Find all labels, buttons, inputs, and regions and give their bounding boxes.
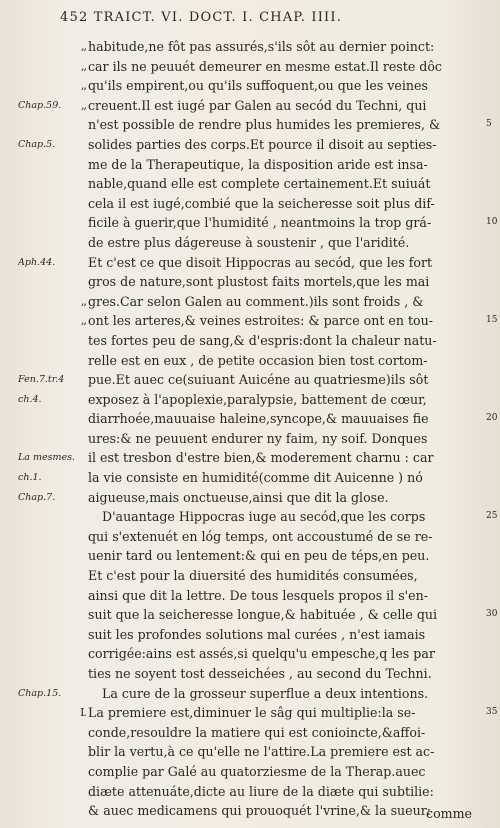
margin-note: ch.1. (18, 472, 42, 484)
main-text-block (0, 37, 500, 821)
text-line (0, 566, 500, 586)
line-marker: I. (80, 706, 86, 720)
line-text: de estre plus dágereuse à soustenir , que l'aridité. (88, 234, 410, 250)
line-text: suit que la seicheresse longue,& habituée , & celle qui (88, 607, 438, 623)
text-line (0, 311, 500, 331)
text-line (0, 390, 500, 410)
text-line (0, 703, 500, 723)
margin-note: La mesmes. (18, 452, 76, 464)
text-line (0, 155, 500, 175)
text-line (0, 233, 500, 253)
text-line (0, 331, 500, 351)
line-text: ties ne soyent tost desseichées , au second du Techni. (88, 666, 432, 681)
text-line (0, 723, 500, 743)
text-line (0, 684, 500, 704)
line-text: complie par Galé au quatorziesme de la Therap.auec (88, 763, 426, 779)
line-text: diarrhoée,mauuaise haleine,syncope,& mauuaises fie (88, 411, 429, 427)
line-text: nable,quand elle est complete certainement.Et suiuát (88, 176, 431, 192)
line-text: conde,resouldre la matiere qui est conioincte,&affoi- (88, 724, 426, 740)
line-text: aigueuse,mais onctueuse,ainsi que dit la glose. (88, 489, 389, 505)
line-marker: ,, (81, 314, 86, 328)
text-line (0, 507, 500, 527)
line-text: diæte attenuáte,dicte au liure de la diæte qui subtilie: (88, 783, 434, 799)
line-text: Et c'est ce que disoit Hippocras au secód, que les fort (88, 254, 433, 270)
text-line (0, 174, 500, 194)
text-line (0, 37, 500, 57)
text-line (0, 625, 500, 645)
line-text: ont les arteres,& veines estroites: & parce ont en tou- (88, 313, 433, 329)
line-number: 25 (486, 511, 498, 522)
text-line (0, 664, 500, 684)
margin-note: Chap.59. (18, 99, 62, 111)
line-marker: ,, (81, 79, 86, 93)
page-header: 452 TRAICT. VI. DOCT. I. CHAP. IIII. (60, 10, 343, 25)
margin-note: ch.4. (18, 393, 42, 405)
line-number: 35 (486, 707, 498, 718)
margin-note: Fen.7.tr.4 (18, 374, 65, 386)
text-line (0, 644, 500, 664)
line-text: me de la Therapeutique, la disposition aride est insa- (88, 156, 428, 172)
line-text: exposez à l'apoplexie,paralypsie, battement de cœur, (88, 391, 427, 407)
margin-note: Chap.7. (18, 491, 56, 503)
text-line (0, 135, 500, 155)
text-line (0, 801, 500, 821)
line-text: suit les profondes solutions mal curées , n'est iamais (88, 626, 426, 642)
line-text: la vie consiste en humidité(comme dit Auicenne ) nó (88, 470, 423, 486)
line-text: La cure de la grosseur superflue a deux intentions. (102, 685, 429, 701)
line-text: & auec medicamens qui prouoquét l'vrine,& la sueur: (88, 803, 431, 819)
text-line (0, 527, 500, 547)
line-text: ainsi que dit la lettre. De tous lesquels propos il s'en- (88, 587, 428, 603)
line-marker: ,, (81, 40, 86, 53)
line-number: 5 (486, 119, 492, 130)
line-text: D'auantage Hippocras iuge au secód,que les corps (102, 509, 426, 525)
text-line (0, 253, 500, 273)
line-text: car ils ne peuuét demeurer en mesme estat.Il reste dôc (88, 58, 442, 74)
line-number: 10 (486, 217, 498, 228)
text-line (0, 605, 500, 625)
line-text: pue.Et auec ce(suiuant Auicéne au quatriesme)ils sôt (88, 372, 429, 388)
line-text: uenir tard ou lentement:& qui en peu de téps,en peu. (88, 548, 430, 564)
text-line (0, 409, 500, 429)
text-line (0, 468, 500, 488)
text-line (0, 96, 500, 116)
line-text: solides parties des corps.Et pource il disoit au septies- (88, 136, 437, 152)
line-text: La premiere est,diminuer le sâg qui multiplie:la se- (88, 705, 416, 721)
text-line (0, 762, 500, 782)
text-line (0, 213, 500, 233)
line-text: n'est possible de rendre plus humides les premieres, & (88, 117, 441, 133)
catchword: comme (426, 806, 472, 821)
line-text: ficile à guerir,que l'humidité , neantmoins la trop grá- (88, 215, 432, 231)
margin-note: Aph.44. (18, 256, 56, 268)
line-number: 20 (486, 413, 498, 424)
line-number: 30 (486, 609, 498, 620)
text-line (0, 272, 500, 292)
text-line (0, 370, 500, 390)
line-text: gres.Car selon Galen au comment.)ils sont froids , & (88, 293, 424, 309)
text-line (0, 448, 500, 468)
line-text: cela il est iugé,combié que la seicheresse soit plus dif- (88, 195, 435, 211)
text-line (0, 351, 500, 371)
line-text: gros de nature,sont plustost faits mortels,que les mai (88, 274, 430, 290)
margin-note: Chap.5. (18, 138, 56, 150)
line-text: habitude,ne fôt pas assurés,s'ils sôt au dernier poinct: (88, 39, 435, 54)
text-line (0, 488, 500, 508)
text-line (0, 742, 500, 762)
margin-note: Chap.15. (18, 687, 62, 699)
line-marker: ,, (81, 294, 86, 308)
text-line (0, 194, 500, 214)
line-text: ures:& ne peuuent endurer ny faim, ny soif. Donques (88, 430, 428, 446)
line-text: Et c'est pour la diuersité des humidités consumées, (88, 568, 418, 584)
text-line (0, 546, 500, 566)
text-line (0, 586, 500, 606)
text-line (0, 115, 500, 135)
line-text: blir la vertu,à ce qu'elle ne l'attire.La premiere est ac- (88, 744, 435, 760)
line-text: qu'ils empirent,ou qu'ils suffoquent,ou que les veines (88, 78, 428, 94)
line-number: 15 (486, 315, 498, 326)
line-marker: ,, (81, 59, 86, 73)
line-text: qui s'extenuét en lóg temps, ont accoustumé de se re- (88, 528, 433, 544)
text-line (0, 782, 500, 802)
line-text: tes fortes peu de sang,& d'espris:dont la chaleur natu- (88, 332, 437, 348)
line-text: il est tresbon d'estre bien,& moderement charnu : car (88, 450, 434, 466)
text-line (0, 429, 500, 449)
text-line (0, 76, 500, 96)
text-line (0, 292, 500, 312)
line-text: relle est en eux , de petite occasion bien tost cortom- (88, 352, 428, 368)
line-marker: ,, (81, 98, 86, 112)
line-text: corrigée:ains est assés,si quelqu'u empesche,q les par (88, 646, 435, 662)
line-text: creuent.Il est iugé par Galen au secód du Techni, qui (88, 97, 427, 113)
text-line (0, 57, 500, 77)
